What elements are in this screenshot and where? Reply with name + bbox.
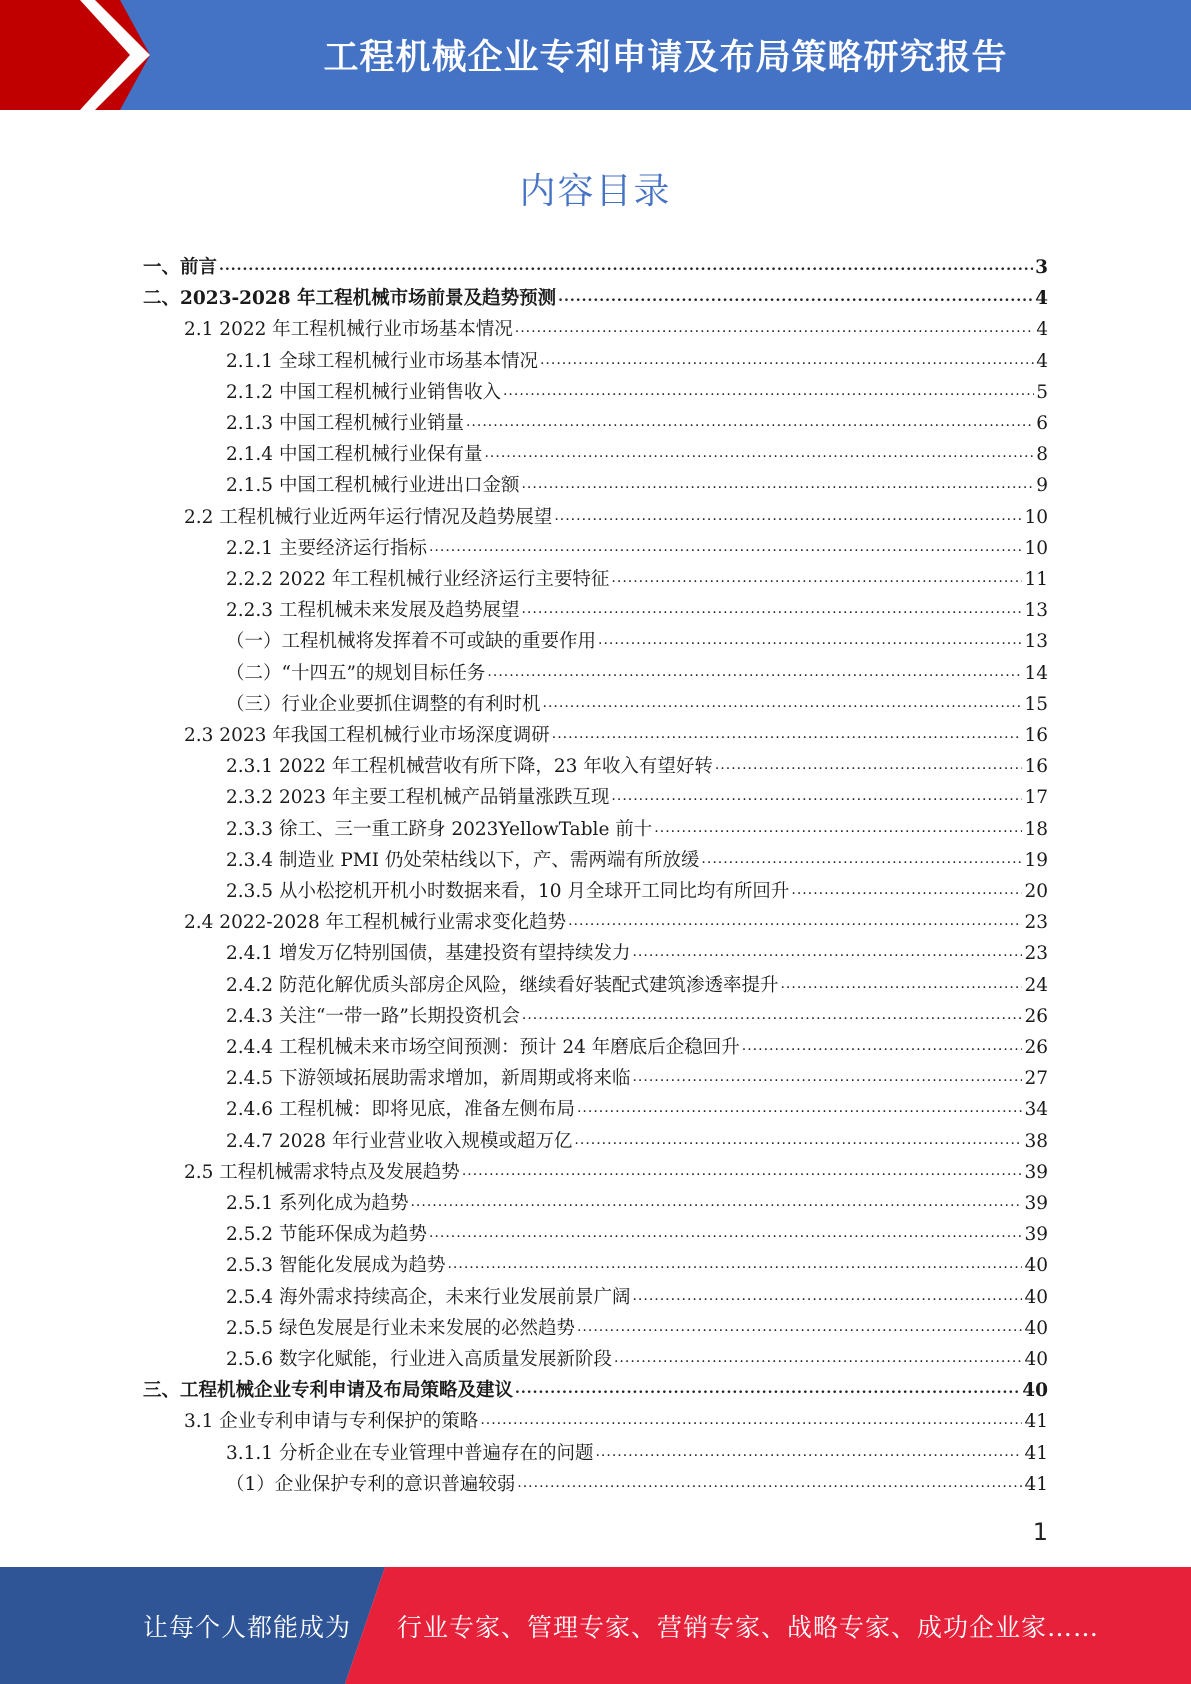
toc-entry-label: （一）工程机械将发挥着不可或缺的重要作用 [226, 631, 597, 652]
toc-entry-label: 2.3.1 2022 年工程机械营收有所下降，23 年收入有望好转 [226, 756, 713, 777]
toc-entry-label: 2.5 工程机械需求特点及发展趋势 [184, 1162, 460, 1183]
toc-entry-label: 3.1 企业专利申请与专利保护的策略 [184, 1411, 479, 1432]
toc-entry[interactable] [184, 722, 1048, 750]
toc-entry[interactable] [226, 535, 1048, 563]
toc-entry[interactable] [226, 566, 1048, 594]
toc-dot-leader [447, 1252, 1022, 1280]
toc-entry-label: 2.4.5 下游领域拓展助需求增加，新周期或将来临 [226, 1068, 631, 1089]
toc-entry[interactable] [226, 628, 1048, 656]
toc-entry-page: 10 [1024, 538, 1048, 559]
toc-entry[interactable] [226, 1440, 1048, 1468]
report-title: 工程机械企业专利申请及布局策略研究报告 [323, 38, 1008, 78]
toc-dot-leader [554, 504, 1022, 532]
toc-entry-label: 2.3.2 2023 年主要工程机械产品销量涨跌互现 [226, 787, 610, 808]
toc-entry-page: 13 [1024, 600, 1048, 621]
toc-dot-leader [632, 940, 1022, 968]
toc-dot-leader [540, 348, 1034, 376]
toc-dot-leader [614, 1346, 1022, 1374]
toc-entry[interactable] [226, 972, 1048, 1000]
toc-dot-leader [780, 972, 1022, 1000]
toc-entry-page: 41 [1024, 1411, 1048, 1432]
toc-entry-label: 2.1.3 中国工程机械行业销量 [226, 413, 464, 434]
toc-dot-leader [429, 535, 1022, 563]
toc-entry-label: 2.3 2023 年我国工程机械行业市场深度调研 [184, 725, 550, 746]
toc-entry-page: 24 [1024, 975, 1048, 996]
toc-dot-leader [715, 753, 1023, 781]
toc-entry-page: 40 [1024, 1255, 1048, 1276]
toc-dot-leader [522, 1003, 1023, 1031]
toc-entry[interactable] [226, 1034, 1048, 1062]
toc-entry[interactable] [226, 847, 1048, 875]
toc-entry-page: 4 [1035, 288, 1048, 309]
toc-entry-label: 2.2.1 主要经济运行指标 [226, 538, 427, 559]
toc-entry-page: 4 [1036, 319, 1048, 340]
toc-entry-page: 40 [1024, 1349, 1048, 1370]
toc-dot-leader [484, 441, 1034, 469]
toc-entry-label: 2.5.3 智能化发展成为趋势 [226, 1255, 446, 1276]
toc-entry-page: 16 [1024, 725, 1048, 746]
toc-entry[interactable] [226, 1252, 1048, 1280]
toc-entry-page: 41 [1024, 1474, 1048, 1495]
toc-dot-leader [632, 1065, 1022, 1093]
footer-slogan-left: 让每个人都能成为 [143, 1612, 352, 1642]
toc-entry-label: 2.1.1 全球工程机械行业市场基本情况 [226, 351, 538, 372]
toc-entry[interactable] [184, 1408, 1048, 1436]
toc-entry[interactable] [184, 504, 1048, 532]
toc-entry-label: 2.4.4 工程机械未来市场空间预测：预计 24 年磨底后企稳回升 [226, 1037, 740, 1058]
toc-entry-label: 2.1.5 中国工程机械行业进出口金额 [226, 475, 520, 496]
toc-entry-page: 17 [1024, 787, 1048, 808]
toc-entry[interactable] [226, 1003, 1048, 1031]
toc-dot-leader [487, 660, 1022, 688]
toc-entry-page: 23 [1024, 912, 1048, 933]
toc-entry[interactable] [226, 753, 1048, 781]
toc-dot-leader [410, 1190, 1022, 1218]
toc-entry-label: 2.1 2022 年工程机械行业市场基本情况 [184, 319, 513, 340]
toc-entry-page: 41 [1024, 1443, 1048, 1464]
toc-entry-page: 40 [1024, 1287, 1048, 1308]
report-footer [0, 1567, 1191, 1684]
toc-dot-leader [568, 909, 1022, 937]
toc-entry-label: 2.5.2 节能环保成为趋势 [226, 1224, 427, 1245]
toc-entry[interactable] [184, 909, 1048, 937]
toc-entry[interactable] [143, 285, 1048, 313]
toc-dot-leader [595, 1440, 1022, 1468]
toc-entry[interactable] [226, 784, 1048, 812]
toc-dot-leader [219, 254, 1033, 282]
toc-entry-label: 2.2.3 工程机械未来发展及趋势展望 [226, 600, 520, 621]
toc-entry-page: 11 [1024, 569, 1048, 590]
toc-entry-label: 3.1.1 分析企业在专业管理中普遍存在的问题 [226, 1443, 594, 1464]
toc-entry[interactable] [226, 441, 1048, 469]
toc-entry-label: 2.3.4 制造业 PMI 仍处荣枯线以下，产、需两端有所放缓 [226, 850, 700, 871]
toc-entry[interactable] [226, 1096, 1048, 1124]
toc-entry-label: 2.5.4 海外需求持续高企，未来行业发展前景广阔 [226, 1287, 631, 1308]
toc-entry-label: （三）行业企业要抓住调整的有利时机 [226, 694, 541, 715]
toc-entry-label: 2.1.4 中国工程机械行业保有量 [226, 444, 483, 465]
toc-entry-page: 27 [1024, 1068, 1048, 1089]
report-header [0, 0, 1191, 110]
toc-heading: 内容目录 [519, 171, 672, 212]
page-number: 1 [1032, 1518, 1048, 1546]
toc-entry-label: 2.1.2 中国工程机械行业销售收入 [226, 382, 501, 403]
toc-entry-label: 2.4.7 2028 年行业营业收入规模或超万亿 [226, 1131, 573, 1152]
toc-entry-label: 2.4.1 增发万亿特别国债，基建投资有望持续发力 [226, 943, 631, 964]
toc-entry[interactable] [226, 1128, 1048, 1156]
toc-dot-leader [611, 784, 1022, 812]
toc-dot-leader [515, 316, 1034, 344]
toc-entry-label: 2.2 工程机械行业近两年运行情况及趋势展望 [184, 507, 553, 528]
toc-entry-label: 2.5.5 绿色发展是行业未来发展的必然趋势 [226, 1318, 575, 1339]
toc-entry-page: 20 [1024, 881, 1048, 902]
toc-entry-page: 3 [1035, 257, 1048, 278]
toc-entry[interactable] [226, 1284, 1048, 1312]
toc-dot-leader [598, 628, 1022, 656]
toc-entry[interactable] [226, 660, 1048, 688]
toc-entry-label: 一、前言 [143, 257, 218, 278]
toc-entry-label: 二、2023-2028 年工程机械市场前景及趋势预测 [143, 288, 557, 309]
toc-entry[interactable] [226, 1221, 1048, 1249]
toc-entry-page: 39 [1024, 1193, 1048, 1214]
toc-dot-leader [791, 878, 1022, 906]
toc-dot-leader [654, 816, 1022, 844]
toc-dot-leader [429, 1221, 1022, 1249]
toc-entry-label: 2.3.3 徐工、三一重工跻身 2023YellowTable 前十 [226, 819, 653, 840]
toc-dot-leader [574, 1128, 1022, 1156]
toc-dot-leader [521, 472, 1034, 500]
toc-entry[interactable] [226, 816, 1048, 844]
toc-dot-leader [503, 379, 1034, 407]
toc-entry[interactable] [226, 878, 1048, 906]
toc-dot-leader [577, 1315, 1022, 1343]
toc-entry-label: 2.4.3 关注“一带一路”长期投资机会 [226, 1006, 520, 1027]
toc-dot-leader [543, 691, 1023, 719]
toc-dot-leader [462, 1159, 1023, 1187]
toc-entry-page: 16 [1024, 756, 1048, 777]
toc-dot-leader [521, 597, 1022, 625]
toc-entry-page: 5 [1036, 382, 1048, 403]
toc-entry-page: 15 [1024, 694, 1048, 715]
toc-entry-page: 26 [1024, 1006, 1048, 1027]
toc-entry-page: 26 [1024, 1037, 1048, 1058]
toc-entry[interactable] [143, 254, 1048, 282]
toc-entry-label: 2.4 2022-2028 年工程机械行业需求变化趋势 [184, 912, 567, 933]
toc-entry[interactable] [226, 1346, 1048, 1374]
toc-entry-label: 2.2.2 2022 年工程机械行业经济运行主要特征 [226, 569, 610, 590]
toc-entry[interactable] [226, 1315, 1048, 1343]
toc-entry-page: 9 [1036, 475, 1048, 496]
toc-entry-label: 2.4.6 工程机械：即将见底，准备左侧布局 [226, 1099, 575, 1120]
toc-entry-page: 39 [1024, 1224, 1048, 1245]
toc-entry-label: 2.5.6 数字化赋能，行业进入高质量发展新阶段 [226, 1349, 612, 1370]
toc-entry-label: 2.3.5 从小松挖机开机小时数据来看，10 月全球开工同比均有所回升 [226, 881, 790, 902]
toc-entry-page: 23 [1024, 943, 1048, 964]
toc-dot-leader [558, 285, 1033, 313]
toc-entry[interactable] [184, 1159, 1048, 1187]
toc-entry-page: 39 [1024, 1162, 1048, 1183]
toc-entry-page: 40 [1024, 1318, 1048, 1339]
toc-dot-leader [466, 410, 1034, 438]
toc-entry[interactable] [226, 1065, 1048, 1093]
toc-entry-page: 18 [1024, 819, 1048, 840]
toc-entry[interactable] [226, 1190, 1048, 1218]
toc-dot-leader [701, 847, 1022, 875]
toc-entry-page: 4 [1036, 351, 1048, 372]
toc-entry-label: 2.5.1 系列化成为趋势 [226, 1193, 409, 1214]
toc-entry-page: 14 [1024, 663, 1048, 684]
toc-entry[interactable] [226, 348, 1048, 376]
footer-slogan-right: 行业专家、管理专家、营销专家、战略专家、成功企业家…… [397, 1612, 1100, 1642]
toc-entry-label: （1）企业保护专利的意识普遍较弱 [226, 1474, 516, 1495]
toc-dot-leader [611, 566, 1022, 594]
toc-entry-page: 13 [1024, 631, 1048, 652]
toc-entry[interactable] [226, 1471, 1048, 1499]
toc-dot-leader [552, 722, 1023, 750]
toc-entry-page: 40 [1022, 1380, 1048, 1401]
toc-entry[interactable] [226, 597, 1048, 625]
toc-entry-page: 10 [1024, 507, 1048, 528]
toc-dot-leader [632, 1284, 1022, 1312]
toc-entry-page: 8 [1036, 444, 1048, 465]
toc-entry-page: 19 [1024, 850, 1048, 871]
toc-dot-leader [480, 1408, 1022, 1436]
toc-entry-label: 三、工程机械企业专利申请及布局策略及建议 [143, 1380, 514, 1401]
toc-entry[interactable] [143, 1377, 1048, 1405]
toc-dot-leader [515, 1377, 1020, 1405]
toc-entry-label: （二）“十四五”的规划目标任务 [226, 663, 486, 684]
toc-entry[interactable] [226, 410, 1048, 438]
toc-entry-page: 6 [1036, 413, 1048, 434]
toc-dot-leader [517, 1471, 1022, 1499]
toc-entry-label: 2.4.2 防范化解优质头部房企风险，继续看好装配式建筑渗透率提升 [226, 975, 779, 996]
toc-entry[interactable] [226, 691, 1048, 719]
toc-entry-page: 34 [1024, 1099, 1048, 1120]
toc-entry-page: 38 [1024, 1131, 1048, 1152]
toc-entry[interactable] [226, 940, 1048, 968]
toc-entry[interactable] [226, 379, 1048, 407]
toc-dot-leader [742, 1034, 1023, 1062]
toc-dot-leader [577, 1096, 1022, 1124]
toc-entry[interactable] [226, 472, 1048, 500]
toc-entry[interactable] [184, 316, 1048, 344]
